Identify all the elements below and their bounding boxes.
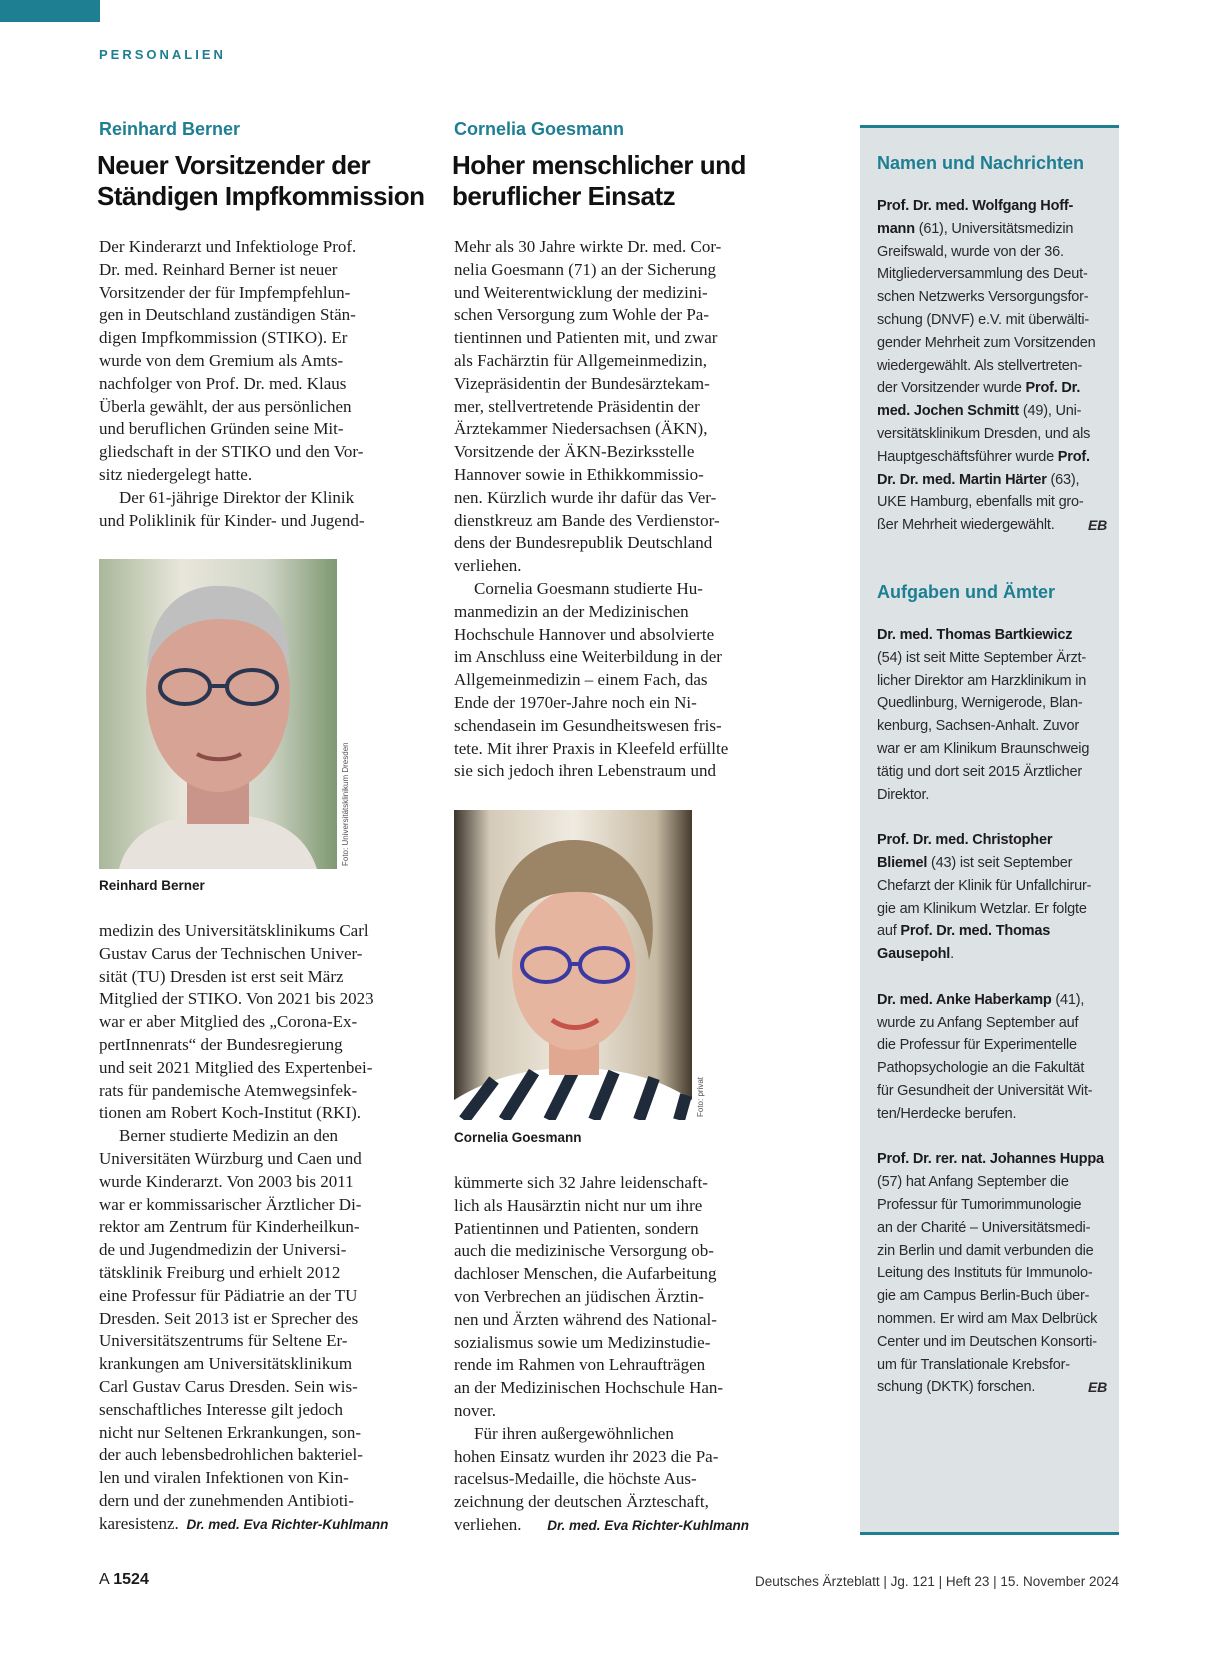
body-line: kümmerte sich 32 Jahre leidenschaft-	[454, 1173, 708, 1192]
sidebar-line: wurde zu Anfang September auf	[877, 1014, 1079, 1031]
body-line: len und viralen Infektionen von Kin-	[99, 1468, 349, 1488]
body-line: krankungen am Universitätsklinikum	[99, 1354, 353, 1374]
body-line: Vorsitzender der für Impfempfehlun-	[99, 282, 351, 302]
sidebar-line: schen Netzwerks Versorgungsfor-	[877, 289, 1089, 306]
body-line: Patientinnen und Patienten, sondern	[454, 1218, 699, 1238]
body-line: und seit 2021 Mitglied des Expertenbei-	[99, 1057, 373, 1077]
body-line: als Fachärztin für Allgemeinmedizin,	[454, 350, 708, 370]
photo-credit: Foto: privat	[696, 1076, 705, 1117]
sidebar-line: war er am Klinikum Braunschweig	[877, 740, 1090, 757]
body-line: Hannover sowie in Ethikkommissio-	[454, 464, 704, 484]
article1-body-part2	[99, 920, 419, 1537]
body-line: karesistenz. Dr. med. Eva Richter-Kuhlmann	[99, 1513, 389, 1533]
sidebar-line: Dr. med. Anke Haberkamp (41),	[877, 991, 1085, 1008]
headline-line: beruflicher Einsatz	[452, 181, 676, 211]
photo-credit: Foto: Universitätsklinikum Dresden	[341, 742, 350, 866]
body-line: pertInnenrats“ der Bundesregierung	[99, 1034, 343, 1054]
sidebar-line: an der Charité – Universitätsmedi-	[877, 1219, 1091, 1236]
body-line: von Verbrechen an jüdischen Ärztin-	[454, 1286, 704, 1306]
sidebar-line: zin Berlin und damit verbunden die	[877, 1242, 1094, 1259]
body-line: sität (TU) Dresden ist erst seit März	[99, 966, 344, 986]
author-signature: Dr. med. Eva Richter-Kuhlmann	[543, 1517, 750, 1533]
author-initials: EB	[1087, 1379, 1107, 1396]
body-line: Der 61-jährige Direktor der Klinik	[119, 487, 355, 507]
sidebar-heading-namen: Namen und Nachrichten	[877, 153, 1085, 173]
body-line: Ende der 1970er-Jahre noch ein Ni-	[454, 692, 697, 712]
sidebar-box	[860, 125, 1119, 1535]
body-line: rende im Rahmen von Lehraufträgen	[454, 1355, 706, 1375]
body-line: schen Versorgung zum Wohle der Pa-	[454, 305, 709, 325]
body-line: rats für pandemische Atemwegsinfek-	[99, 1080, 358, 1100]
body-line: Berner studierte Medizin an den	[119, 1126, 339, 1146]
body-line: nen. Kürzlich wurde ihr dafür das Ver-	[454, 487, 717, 507]
body-line: gen in Deutschland zuständigen Stän-	[99, 305, 356, 325]
sidebar-line: um für Translationale Krebsfor-	[877, 1356, 1070, 1373]
sidebar-line: ßer Mehrheit wiedergewählt. EB	[877, 514, 1107, 537]
sidebar-gap	[877, 1126, 1107, 1149]
body-line: eine Professur für Pädiatrie an der TU	[99, 1285, 358, 1305]
body-line: an der Medizinischen Hochschule Han-	[454, 1378, 724, 1398]
body-line: digen Impfkommission (STIKO). Er	[99, 328, 348, 348]
body-line: nelia Goesmann (71) an der Sicherung	[454, 259, 716, 279]
sidebar-line: gie am Campus Berlin-Buch über-	[877, 1288, 1090, 1305]
sidebar-line: Chefarzt der Klinik für Unfallchirur-	[877, 877, 1092, 894]
body-line: wurde von dem Gremium als Amts-	[99, 350, 344, 370]
sidebar-line: Hauptgeschäftsführer wurde Prof.	[877, 448, 1090, 465]
photo-caption: Reinhard Berner	[99, 878, 205, 893]
sidebar-line: Quedlinburg, Wernigerode, Blan-	[877, 695, 1083, 712]
sidebar-line: ten/Herdecke berufen.	[877, 1105, 1017, 1122]
headline-line: Neuer Vorsitzender der	[97, 150, 371, 180]
article1-headline	[97, 150, 425, 212]
body-line: hohen Einsatz wurden ihr 2023 die Pa-	[454, 1446, 719, 1466]
sidebar-line: versitätsklinikum Dresden, und als	[877, 425, 1091, 442]
body-line: und Poliklinik für Kinder- und Jugend-	[99, 510, 365, 530]
sidebar-line: UKE Hamburg, ebenfalls mit gro-	[877, 494, 1084, 511]
body-line: auch die medizinische Versorgung ob-	[454, 1241, 714, 1261]
body-line: Überla gewählt, der aus persönlichen	[99, 396, 352, 416]
sidebar-line: Pathopsychologie an die Fakultät	[877, 1060, 1085, 1077]
sidebar-line: med. Jochen Schmitt (49), Uni-	[877, 403, 1082, 420]
body-line: Mehr als 30 Jahre wirkte Dr. med. Cor-	[454, 237, 722, 256]
body-line: sitz niedergelegt hatte.	[99, 464, 253, 484]
body-line: Vizepräsidentin der Bundesärztekam-	[454, 373, 710, 393]
body-line: im Anschluss eine Weiterbildung in der	[454, 647, 722, 667]
body-line: Cornelia Goesmann studierte Hu-	[474, 578, 703, 598]
body-line: nicht nur Seltenen Erkrankungen, son-	[99, 1422, 362, 1442]
photo-caption: Cornelia Goesmann	[454, 1130, 582, 1145]
sidebar-line: für Gesundheit der Universität Wit-	[877, 1082, 1093, 1099]
section-label: PERSONALIEN	[99, 47, 226, 62]
body-line: Ärztekammer Niedersachsen (ÄKN),	[454, 419, 708, 439]
body-line: senschaftliches Interesse gilt jedoch	[99, 1399, 344, 1419]
page-prefix: A	[99, 1571, 109, 1588]
article2-kicker: Cornelia Goesmann	[454, 119, 625, 139]
journal-info: Deutsches Ärzteblatt | Jg. 121 | Heft 23 | 15. November 2024	[755, 1574, 1119, 1589]
sidebar-line: Center und im Deutschen Konsorti-	[877, 1333, 1097, 1350]
article1-body-part1	[99, 236, 409, 532]
body-line: verliehen. Dr. med. Eva Richter-Kuhlmann	[454, 1514, 750, 1534]
sidebar-line: kenburg, Sachsen-Anhalt. Zuvor	[877, 718, 1079, 735]
body-line: und beruflichen Gründen seine Mit-	[99, 419, 344, 439]
author-initials: EB	[1087, 517, 1107, 534]
page-number-value: 1524	[113, 1571, 149, 1588]
headline-line: Ständigen Impfkommission	[97, 181, 425, 211]
sidebar-block-namen	[877, 195, 1107, 537]
sidebar-line: gie am Klinikum Wetzlar. Er folgte	[877, 900, 1087, 917]
body-line: und Weiterentwicklung der medizini-	[454, 282, 708, 302]
sidebar-line: die Professur für Experimentelle	[877, 1037, 1077, 1054]
body-line: Universitäten Würzburg und Caen und	[99, 1148, 362, 1168]
body-line: der auch lebensbedrohlichen bakteriel-	[99, 1445, 363, 1465]
body-line: nen und Ärzten während des National-	[454, 1309, 717, 1329]
sidebar-line: Gausepohl.	[877, 946, 954, 963]
sidebar-line: (54) ist seit Mitte September Ärzt-	[877, 649, 1086, 666]
sidebar-line: tätig und dort seit 2015 Ärztlicher	[877, 763, 1082, 780]
body-line: manmedizin an der Medizinischen	[454, 601, 689, 621]
body-line: tientinnen und Patienten mit, und zwar	[454, 328, 718, 348]
body-line: war er aber Mitglied des „Corona-Ex-	[99, 1012, 358, 1032]
body-line: Für ihren außergewöhnlichen	[474, 1423, 674, 1443]
sidebar-line: auf Prof. Dr. med. Thomas	[877, 923, 1051, 940]
body-line: racelsus-Medaille, die höchste Aus-	[454, 1469, 697, 1489]
body-line: zeichnung der deutschen Ärzteschaft,	[454, 1492, 709, 1512]
sidebar-heading-aufgaben: Aufgaben und Ämter	[877, 582, 1055, 602]
photo-reinhard-berner	[99, 559, 337, 869]
body-line: Hochschule Hannover und absolvierte	[454, 624, 715, 644]
body-line: dern und der zunehmenden Antibioti-	[99, 1490, 354, 1510]
sidebar-gap	[877, 966, 1107, 989]
body-line: Vorsitzende der ÄKN-Bezirksstelle	[454, 442, 695, 462]
body-line: nachfolger von Prof. Dr. med. Klaus	[99, 373, 347, 393]
body-line: verliehen.	[454, 556, 522, 576]
sidebar-line: Prof. Dr. rer. nat. Johannes Huppa	[877, 1151, 1104, 1168]
sidebar-line: Direktor.	[877, 786, 930, 803]
body-line: nover.	[454, 1400, 497, 1420]
article2-body-part1	[454, 236, 774, 783]
body-line: tätsklinik Freiburg und erhielt 2012	[99, 1262, 341, 1282]
body-line: dens der Bundesrepublik Deutschland	[454, 533, 713, 553]
body-line: sie sich jedoch ihren Lebenstraum und	[454, 761, 717, 781]
body-line: gliedschaft in der STIKO und den Vor-	[99, 442, 364, 462]
sidebar-line: wiedergewählt. Als stellvertreten-	[877, 357, 1083, 374]
sidebar-line: gender Mehrheit zum Vorsitzenden	[877, 334, 1096, 351]
sidebar-line: licher Direktor am Harzklinikum in	[877, 672, 1087, 689]
top-accent-bar	[0, 0, 100, 22]
body-line: Allgemeinmedizin – einem Fach, das	[454, 670, 708, 690]
body-line: lich als Hausärztin nicht nur um ihre	[454, 1195, 703, 1215]
sidebar-line: (57) hat Anfang September die	[877, 1174, 1069, 1191]
sidebar-line: Prof. Dr. med. Christopher	[877, 832, 1053, 849]
page-number	[99, 1571, 149, 1589]
body-line: Universitätszentrums für Seltene Er-	[99, 1331, 348, 1351]
portrait-image	[454, 810, 692, 1120]
sidebar-line: nommen. Er wird am Max Delbrück	[877, 1310, 1098, 1327]
body-line: schendasein im Gesundheitswesen fris-	[454, 715, 722, 735]
sidebar-block-aufgaben	[877, 624, 1107, 1399]
body-line: Dr. med. Reinhard Berner ist neuer	[99, 259, 338, 279]
portrait-image	[99, 559, 337, 869]
body-line: Der Kinderarzt und Infektiologe Prof.	[99, 237, 357, 256]
body-line: de und Jugendmedizin der Universi-	[99, 1240, 347, 1260]
sidebar-line: schung (DKTK) forschen. EB	[877, 1376, 1107, 1399]
body-line: Carl Gustav Carus Dresden. Sein wis-	[99, 1376, 358, 1396]
body-line: dienstkreuz am Bande des Verdienstor-	[454, 510, 720, 530]
body-line: tionen am Robert Koch-Institut (RKI).	[99, 1103, 362, 1123]
body-line: dachloser Menschen, die Aufarbeitung	[454, 1264, 717, 1284]
sidebar-line: Dr. Dr. med. Martin Härter (63),	[877, 471, 1080, 488]
headline-line: Hoher menschlicher und	[452, 150, 746, 180]
sidebar-gap	[877, 806, 1107, 829]
sidebar-line: Bliemel (43) ist seit September	[877, 854, 1073, 871]
sidebar-line: Prof. Dr. med. Wolfgang Hoff-	[877, 198, 1074, 214]
body-line: Dresden. Seit 2013 ist er Sprecher des	[99, 1308, 359, 1328]
body-line: war er kommissarischer Ärztlicher Di-	[99, 1194, 362, 1214]
sidebar-line: mann (61), Universitätsmedizin	[877, 220, 1074, 237]
sidebar-line: Dr. med. Thomas Bartkiewicz	[877, 627, 1073, 643]
body-line: medizin des Universitätsklinikums Carl	[99, 921, 369, 940]
body-line: mer, stellvertretende Präsidentin der	[454, 396, 700, 416]
sidebar-line: Greifswald, wurde von der 36.	[877, 243, 1064, 260]
body-line: rektor am Zentrum für Kinderheilkun-	[99, 1217, 360, 1237]
body-line: wurde Kinderarzt. Von 2003 bis 2011	[99, 1171, 354, 1191]
sidebar-line: Leitung des Instituts für Immunolo-	[877, 1265, 1093, 1282]
article2-headline	[452, 150, 746, 212]
sidebar-line: Mitgliederversammlung des Deut-	[877, 266, 1088, 283]
sidebar-line: schung (DNVF) e.V. mit überwälti-	[877, 311, 1090, 328]
body-line: sozialismus sowie um Medizinstudie-	[454, 1332, 711, 1352]
article1-kicker: Reinhard Berner	[99, 119, 241, 139]
sidebar-line: Professur für Tumorimmunologie	[877, 1196, 1082, 1213]
author-signature: Dr. med. Eva Richter-Kuhlmann	[182, 1516, 389, 1532]
body-line: Mitglied der STIKO. Von 2021 bis 2023	[99, 989, 374, 1009]
sidebar-line: der Vorsitzender wurde Prof. Dr.	[877, 380, 1081, 397]
body-line: Gustav Carus der Technischen Univer-	[99, 943, 363, 963]
photo-cornelia-goesmann	[454, 810, 692, 1120]
body-line: tete. Mit ihrer Praxis in Kleefeld erfüllte	[454, 738, 729, 758]
article2-body-part2	[454, 1172, 774, 1538]
